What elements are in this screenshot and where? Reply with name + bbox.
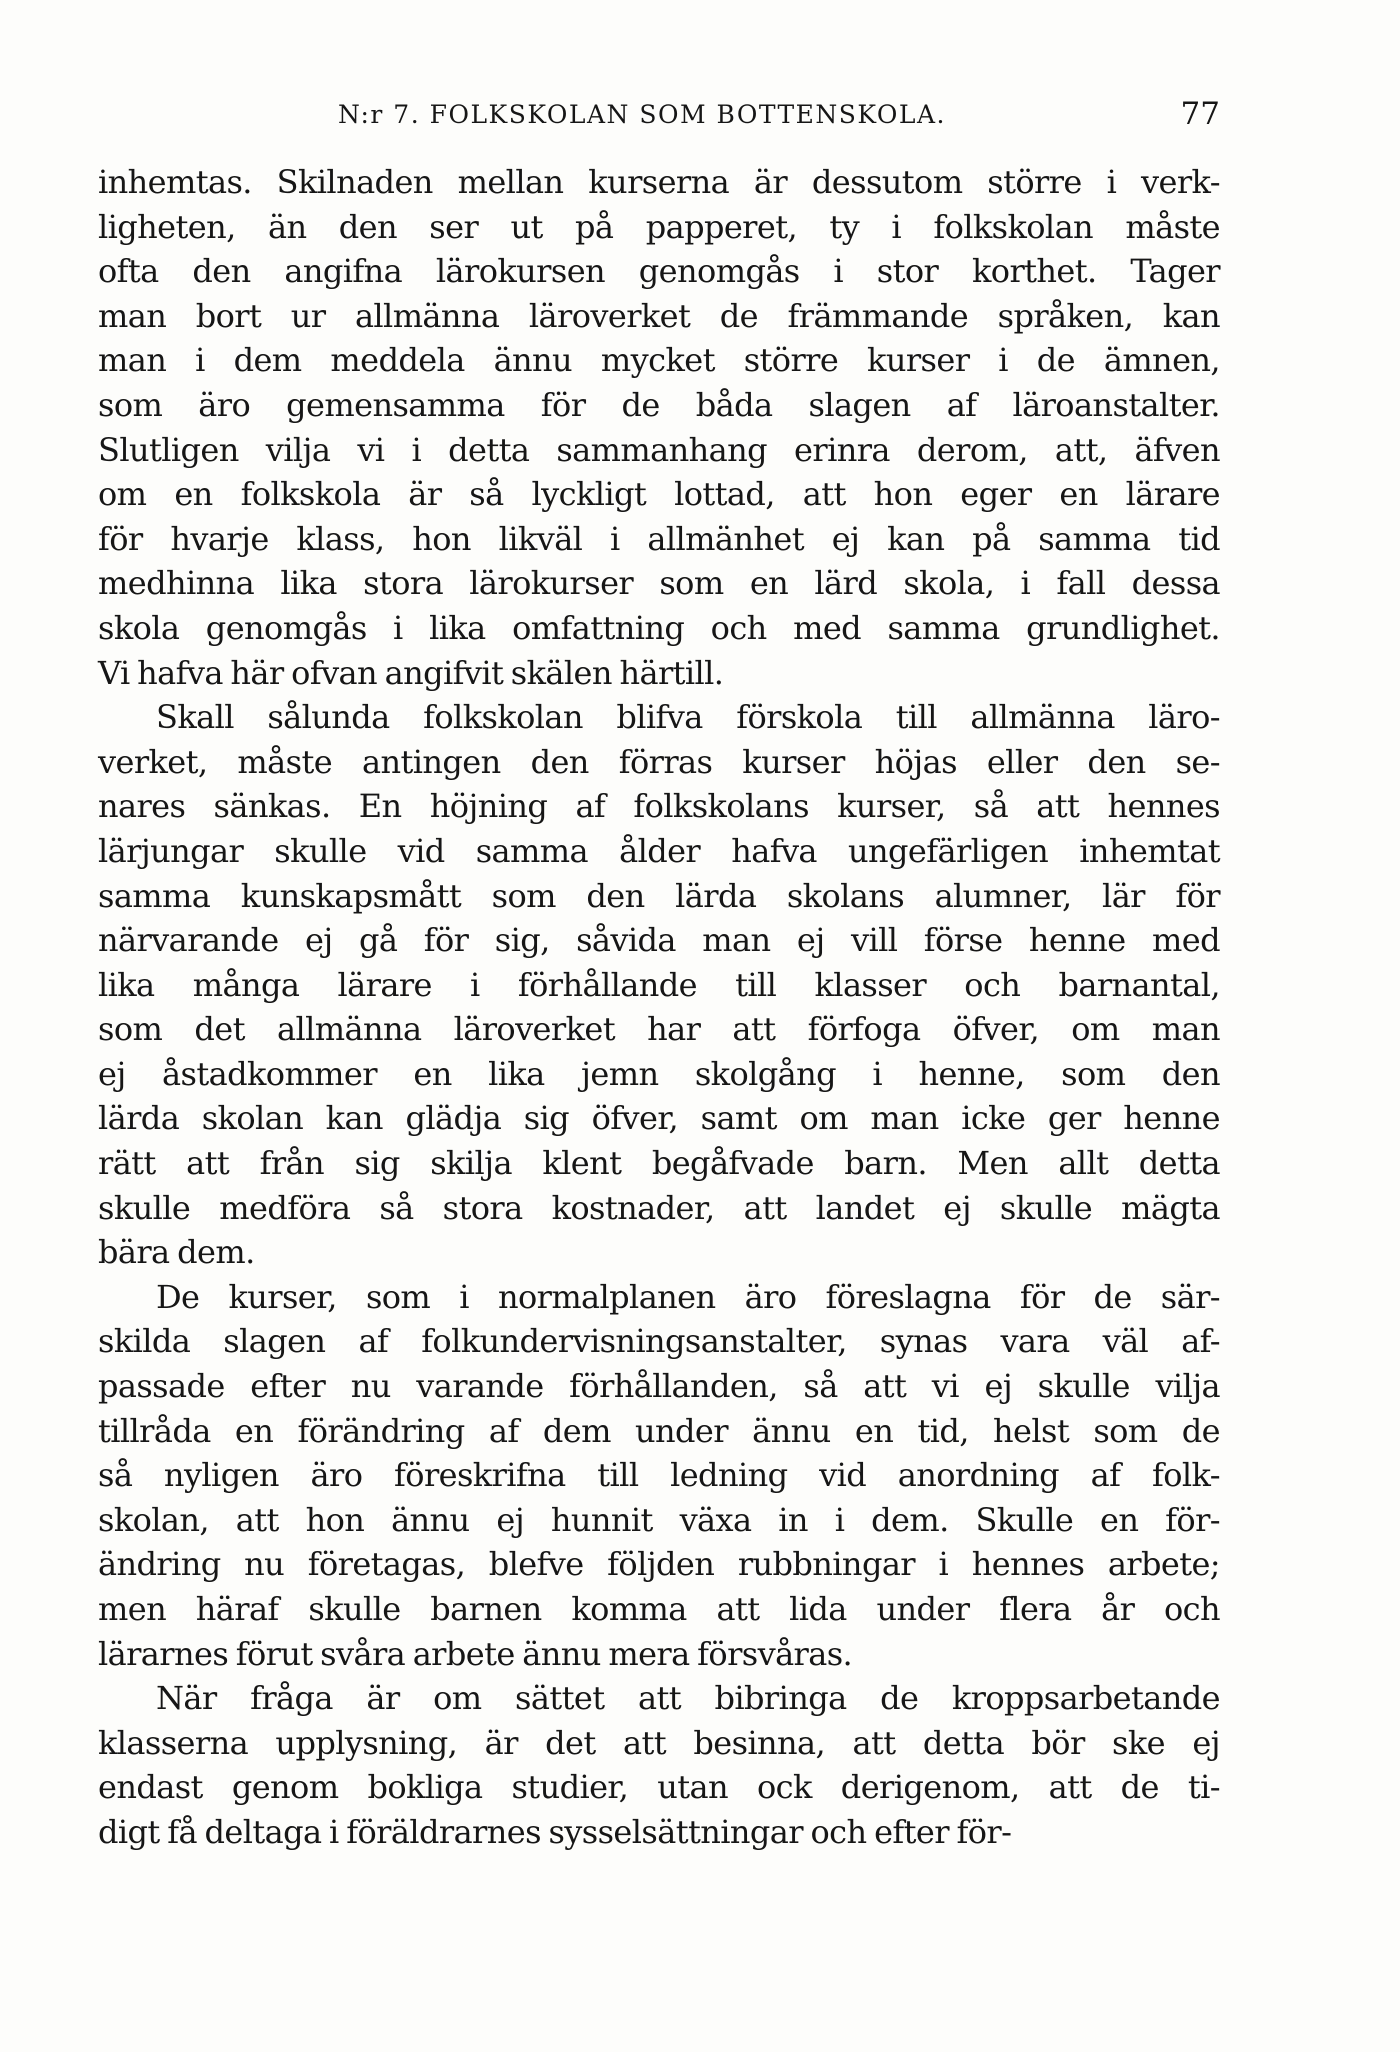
- text-line: rätt att från sig skilja klent begåfvade barn. Men allt detta: [98, 1144, 1220, 1183]
- text-line: lärarnes förut svåra arbete ännu mera försvåras.: [98, 1634, 853, 1673]
- text-line: nares sänkas. En höjning af folkskolans kurser, så att hennes: [98, 787, 1220, 826]
- text-line: lärjungar skulle vid samma ålder hafva ungefärligen inhemtat: [98, 831, 1220, 870]
- text-line: Vi hafva här ofvan angifvit skälen härtill.: [98, 653, 724, 692]
- text-line: men häraf skulle barnen komma att lida under flera år och: [98, 1590, 1220, 1628]
- text-line: Slutligen vilja vi i detta sammanhang erinra derom, att, äfven: [98, 430, 1220, 469]
- paragraph: [98, 160, 1220, 695]
- text-line: som det allmänna läroverket har att förfoga öfver, om man: [98, 1010, 1220, 1049]
- text-line: närvarande ej gå för sig, såvida man ej vill förse henne med: [98, 921, 1220, 960]
- text-line: skola genomgås i lika omfattning och med samma grundlighet.: [98, 608, 1220, 647]
- paragraph: [98, 1676, 1220, 1854]
- text-line: verket, måste antingen den förras kurser höjas eller den se-: [98, 742, 1220, 781]
- text-line: lärda skolan kan glädja sig öfver, samt om man icke ger henne: [98, 1099, 1220, 1138]
- text-line: lika många lärare i förhållande till klasser och barnantal,: [98, 965, 1220, 1004]
- text-line: ej åstadkommer en lika jemn skolgång i henne, som den: [98, 1054, 1220, 1093]
- text-line: som äro gemensamma för de båda slagen af läroanstalter.: [98, 385, 1220, 424]
- text-line: skolan, att hon ännu ej hunnit växa in i dem. Skulle en för-: [98, 1500, 1220, 1539]
- text-line: tillråda en förändring af dem under ännu en tid, helst som de: [98, 1411, 1220, 1450]
- text-line: man i dem meddela ännu mycket större kurser i de ämnen,: [98, 341, 1220, 380]
- body-text: [98, 160, 1220, 1855]
- page-number: 77: [1180, 96, 1220, 132]
- text-line: om en folkskola är så lyckligt lottad, att hon eger en lärare: [98, 475, 1220, 514]
- text-line: digt få deltaga i föräldrarnes sysselsättningar och efter för-: [98, 1812, 1012, 1851]
- paragraph: [98, 695, 1220, 1275]
- paragraph: [98, 1275, 1220, 1676]
- running-header: [98, 96, 1220, 140]
- text-line: medhinna lika stora lärokurser som en lärd skola, i fall dessa: [98, 564, 1220, 603]
- text-line: skulle medföra så stora kostnader, att landet ej skulle mägta: [98, 1188, 1220, 1227]
- text-line: skilda slagen af folkundervisningsanstalter, synas vara väl af-: [98, 1322, 1220, 1361]
- running-title: N:r 7. FOLKSKOLAN SOM BOTTENSKOLA.: [338, 100, 946, 129]
- text-line: ofta den angifna lärokursen genomgås i stor korthet. Tager: [98, 252, 1220, 291]
- text-line: ändring nu företagas, blefve följden rubbningar i hennes arbete;: [98, 1545, 1220, 1584]
- text-line: När fråga är om sättet att bibringa de kroppsarbetande: [156, 1679, 1220, 1718]
- book-page: [98, 0, 1220, 2052]
- text-line: klasserna upplysning, är det att besinna, att detta bör ske ej: [98, 1723, 1220, 1762]
- text-line: endast genom bokliga studier, utan ock derigenom, att de ti-: [98, 1768, 1220, 1807]
- text-line: för hvarje klass, hon likväl i allmänhet ej kan på samma tid: [98, 519, 1220, 558]
- text-line: samma kunskapsmått som den lärda skolans alumner, lär för: [98, 876, 1220, 915]
- text-line: ligheten, än den ser ut på papperet, ty i folkskolan måste: [98, 207, 1220, 246]
- text-line: passade efter nu varande förhållanden, så att vi ej skulle vilja: [98, 1367, 1220, 1406]
- text-line: De kurser, som i normalplanen äro föreslagna för de sär-: [156, 1277, 1220, 1316]
- text-line: man bort ur allmänna läroverket de främmande språken, kan: [98, 296, 1220, 335]
- text-line: Skall sålunda folkskolan blifva förskola till allmänna läro-: [156, 698, 1220, 737]
- text-line: så nyligen äro föreskrifna till ledning vid anordning af folk-: [98, 1456, 1220, 1495]
- text-line: bära dem.: [98, 1233, 255, 1272]
- text-line: inhemtas. Skilnaden mellan kurserna är dessutom större i verk-: [98, 163, 1220, 201]
